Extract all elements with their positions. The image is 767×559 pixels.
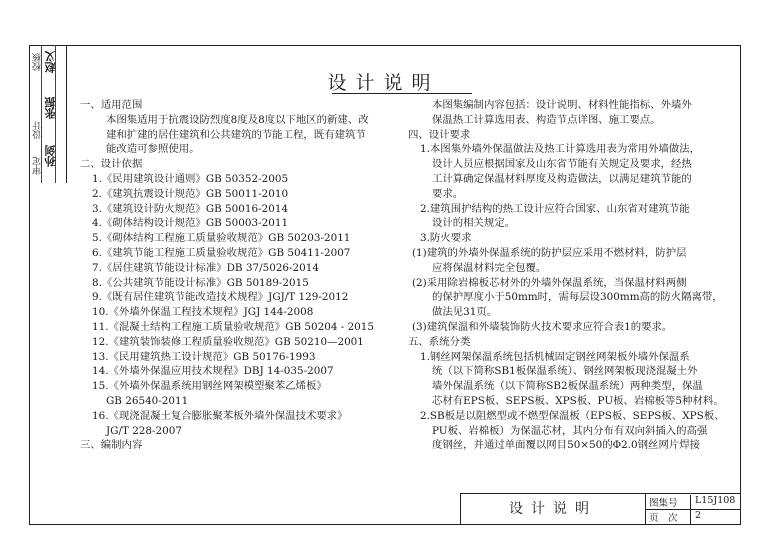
right-text-line: 的保护厚度小于50mm时，需每层设300mm高的防火隔离带， [432,291,723,304]
left-text-line: 1.《民用建筑设计通则》GB 50352-2005 [92,172,289,185]
left-text-line: 5.《砌体结构工程施工质量验收规范》GB 50203-2011 [92,232,351,245]
side-label-column [29,45,42,183]
left-text-line: JG/T 228-2007 [106,424,182,437]
left-text-line: 二、设计依据 [80,158,143,171]
side-title-block [29,45,67,183]
left-text-line: GB 26540-2011 [106,394,189,407]
left-text-line: 11.《混凝土结构工程施工质量验收规范》GB 50204 - 2015 [92,320,375,333]
right-text-line: 墙外保温系统（以下简称SB2板保温系统）两种类型，保温 [432,380,703,393]
right-text-line: 要求。 [432,187,464,200]
footer-info-grid [645,493,741,525]
left-text-line: 3.《建筑设计防火规范》GB 50016-2014 [92,202,289,215]
design-label: 设计 [33,121,43,139]
left-text-line: 三、编制内容 [80,439,143,452]
right-text-line: 本图集编制内容包括：设计说明、材料性能指标、外墙外 [432,99,692,111]
left-text-line: 8.《公共建筑节能设计标准》GB 50189-2015 [92,276,309,289]
right-text-line: 设计的相关规定。 [432,217,516,230]
right-text-line: (2)采用除岩棉板芯材外的外墙外保温系统，当保温材料两侧 [412,276,687,289]
right-text-line: 1.钢丝网架保温系统包括机械固定钢丝网架板外墙外保温系 [420,350,690,363]
signature-2: 张振 [44,97,57,119]
left-text-column [80,98,374,453]
left-text-line: 10.《外墙外保温工程技术规程》JGJ 144-2008 [92,306,314,319]
left-text-line: 14.《外墙外保温应用技术规程》DBJ 14-035-2007 [92,365,334,378]
review-label: 审定 [33,157,43,175]
title-underline [332,93,472,94]
right-text-line: 芯材有EPS板、SEPS板、XPS板、PU板、岩棉板等5种材料。 [432,394,724,407]
right-text-line: 保温热工计算选用表、构造节点详图、施工要点。 [432,113,661,126]
side-signature-column [42,45,56,183]
left-text-line: 7.《居住建筑节能设计标准》DB 37/5026-2014 [92,261,319,274]
left-text-line: 12.《建筑装饰装修工程质量验收规范》GB 50210—2001 [92,335,364,348]
atlas-value: L15J108 [690,495,735,509]
left-text-line: 9.《既有居住建筑节能改造技术规程》JGJ/T 129-2012 [92,291,349,304]
right-text-line: (3)建筑保温和外墙装饰防火技术要求应符合表1的要求。 [412,320,673,333]
right-text-line: 1.本图集外墙外保温做法及热工计算选用表为常用外墙做法， [420,143,701,156]
right-text-line: 设计人员应根据国家及山东省节能有关规定及要求，经热 [432,158,692,171]
page-value: 2 [690,510,701,524]
page-row [646,509,740,524]
right-text-column [408,98,725,453]
page-label: 页 次 [649,513,678,524]
right-text-line: (1)建筑的外墙外保温系统的防护层应采用不燃材料，防护层 [412,246,687,259]
right-text-line: 五、系统分类 [408,335,471,348]
atlas-row [646,494,740,510]
right-text-line: PU板、岩棉板）为保温芯材，其内分布有双向斜插入的高强 [432,424,708,437]
right-text-line: 3.防火要求 [420,232,472,245]
footer-title: 设计说明 [460,493,645,525]
right-text-line: 度钢丝，并通过单面覆以网目50×50的Φ2.0钢丝网片焊接 [432,439,701,452]
right-text-line: 应将保温材料完全包覆。 [432,261,547,274]
left-text-line: 能改造可参照使用。 [106,143,200,156]
left-text-line: 2.《建筑抗震设计规范》GB 50011-2010 [92,187,289,200]
right-text-line: 做法见31页。 [432,306,498,319]
left-text-line: 本图集适用于抗震设防烈度8度及8度以下地区的新建、改 [106,113,369,126]
left-text-line: 15.《外墙外保温系统用钢丝网架模塑聚苯乙烯板》 [92,380,327,393]
left-text-line: 建和扩建的居住建筑和公共建筑的节能工程，既有建筑节 [106,128,366,141]
left-text-line: 4.《砌体结构设计规范》GB 50003-2011 [92,217,289,230]
page-title: 设计说明 [327,72,440,94]
check-label: 校核 [33,53,43,71]
left-text-line: 16.《现浇混凝土复合膨胀聚苯板外墙外保温技术要求》 [92,409,348,422]
right-text-line: 工计算确定保温材料厚度及构造做法，以满足建筑节能的 [432,172,692,185]
right-text-line: 统（以下简称SB1板保温系统）、钢丝网架板现浇混凝土外 [432,365,698,378]
right-text-line: 2.建筑围护结构的热工设计应符合国家、山东省对建筑节能 [420,202,690,215]
signature-1: 孙剑 [44,145,57,167]
left-text-line: 一、适用范围 [80,99,143,111]
signature-3: 赵义 [44,51,57,73]
right-text-line: 2.SB板是以阻燃型或不燃型保温板（EPS板、SEPS板、XPS板、 [420,409,725,422]
left-text-line: 6.《建筑节能工程施工质量验收规范》GB 50411-2007 [92,246,351,259]
atlas-label: 图集号 [649,498,678,509]
left-text-line: 13.《民用建筑热工设计规范》GB 50176-1993 [92,350,316,363]
right-text-line: 四、设计要求 [408,128,471,141]
